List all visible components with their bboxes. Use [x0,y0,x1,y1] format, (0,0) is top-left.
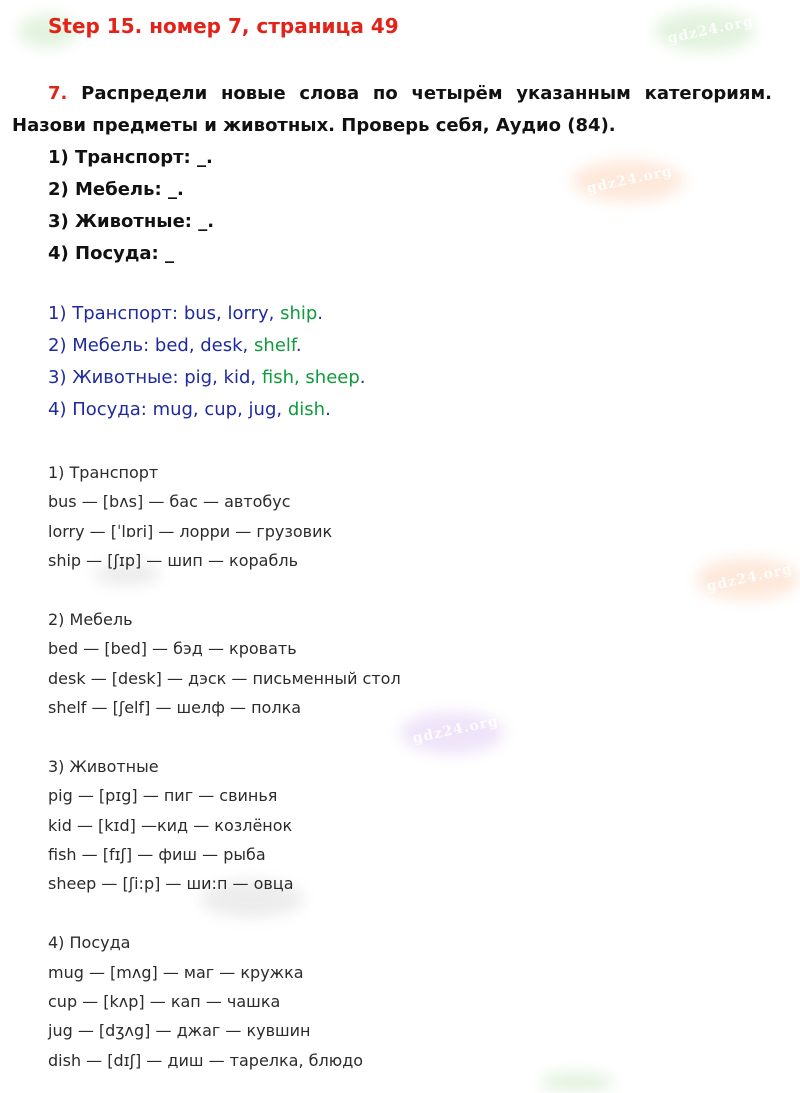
answer-list [48,298,366,426]
vocab-entry: lorry — [ˈlɒri] — лорри — грузовик [48,521,333,541]
vocab-entry: fish — [fɪʃ] — фиш — рыба [48,845,266,865]
answer-line [48,362,366,394]
answer-line [48,394,366,426]
answer-end: . [317,303,324,324]
watermark-text: gdz24.org [666,13,756,47]
vocabulary-list [48,458,401,1075]
watermark-text: gdz24.org [411,713,501,747]
task-number: 7. [48,83,68,104]
vocab-section-title: 3) Животные [48,756,159,776]
task-slot: 2) Мебель: _. [48,179,184,200]
task-slot: 3) Животные: _. [48,211,215,232]
vocab-section-title: 2) Мебель [48,609,133,629]
answer-words: mug, cup, jug, [152,399,283,420]
task-slot: 4) Посуда: _ [48,243,174,264]
answer-end: . [325,399,331,420]
answer-line [48,330,366,362]
answer-words: pig, kid, [184,367,257,388]
vocab-entry: sheep — [ʃi:p] — ши:п — овца [48,874,294,894]
task-slots [48,142,214,270]
vocab-entry: bus — [bʌs] — бас — автобус [48,492,291,512]
answer-label: 1) Транспорт: [48,303,179,324]
spacer [48,576,401,605]
vocab-entry: shelf — [ʃelf] — шелф — полка [48,698,302,718]
vocab-entry: ship — [ʃɪp] — шип — корабль [48,551,298,571]
task-statement [12,78,772,142]
vocab-entry: mug — [mʌg] — маг — кружка [48,962,304,982]
answer-new-word: dish [287,399,326,420]
spacer [48,723,401,752]
vocab-section-title: 1) Транспорт [48,463,159,482]
answer-line [48,298,366,330]
vocab-entry: jug — [dʒʌg] — джаг — кувшин [48,1021,311,1041]
answer-end: . [295,335,302,356]
vocab-entry: kid — [kɪd] —кид — козлёнок [48,815,293,835]
vocab-entry: dish — [dɪʃ] — диш — тарелка, блюдо [48,1050,364,1070]
vocab-entry: desk — [desk] — дэск — письменный стол [48,668,401,688]
vocab-entry: cup — [kʌp] — кап — чашка [48,992,281,1012]
answer-new-word: ship [280,303,318,324]
answer-end: . [359,367,366,388]
page-title: Step 15. номер 7, страница 49 [48,14,399,38]
vocab-section-title: 4) Посуда [48,933,131,953]
answer-label: 4) Посуда: [48,399,153,420]
watermark-blob [540,1072,614,1092]
watermark-text: gdz24.org [585,163,675,197]
task-text: Распредели новые слова по четырём указанным категориям. Назови предметы и животных. Проверь себя, Аудио (84). [12,83,772,136]
vocab-entry: pig — [pɪg] — пиг — свинья [48,786,278,806]
answer-new-word: shelf [254,335,296,356]
answer-label: 2) Мебель: [48,335,150,356]
answer-words: bed, desk, [154,335,249,356]
vocab-entry: bed — [bed] — бэд — кровать [48,639,297,659]
spacer [48,899,401,928]
answer-new-word: fish, sheep [261,367,360,388]
answer-label: 3) Животные: [48,367,179,388]
watermark-text: gdz24.org [705,561,795,595]
answer-words: bus, lorry, [183,303,275,324]
task-slot: 1) Транспорт: _. [48,147,213,168]
